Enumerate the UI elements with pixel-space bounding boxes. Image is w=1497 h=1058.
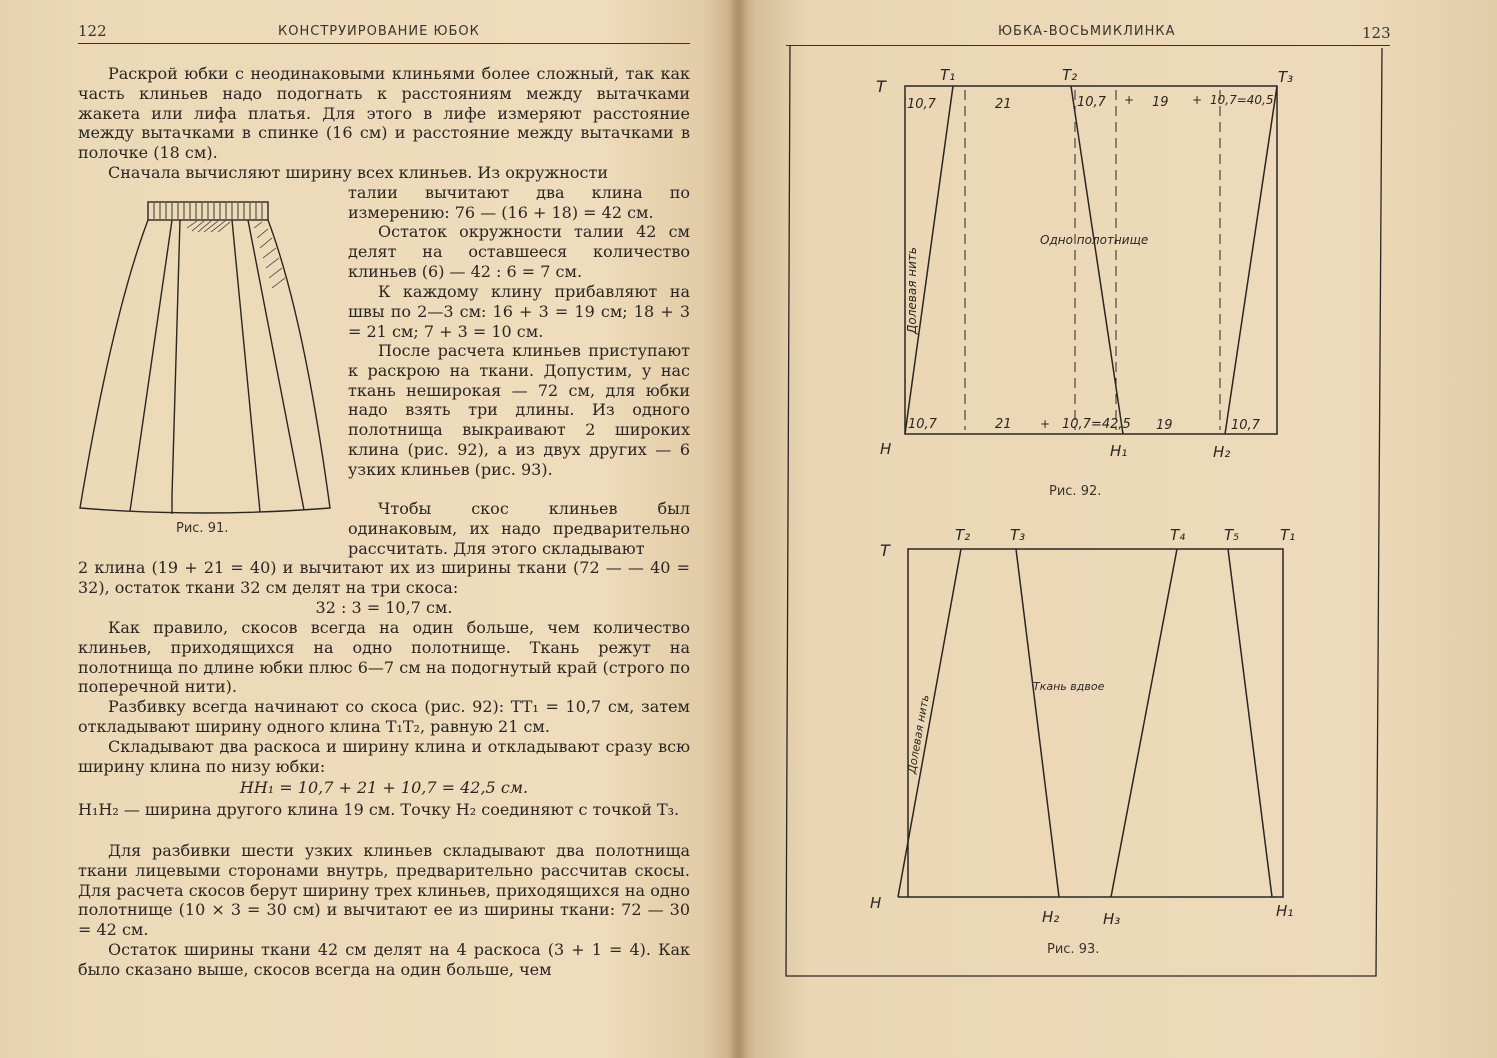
fig92-point-T2: T₂ bbox=[1062, 66, 1078, 84]
fig92-point-H1: H₁ bbox=[1110, 442, 1128, 460]
fig92-bottom-dim: 10,7=42,5 bbox=[1062, 417, 1131, 432]
waistband-gathers bbox=[154, 203, 262, 219]
fig93-point-T2: T₂ bbox=[955, 526, 971, 544]
paragraph-10: H₁H₂ — ширина другого клина 19 см. Точку H₂ соединяют с точкой T₃. bbox=[78, 800, 680, 819]
fig93-point-H: H bbox=[870, 894, 882, 912]
skirt-seam bbox=[172, 220, 180, 514]
fig92-top-dim: + bbox=[1124, 93, 1135, 107]
fig92-point-T: T bbox=[876, 77, 886, 96]
fig93-point-H2: H₂ bbox=[1042, 908, 1060, 926]
fig92-top-dim: 10,7=40,5 bbox=[1210, 93, 1274, 107]
formula-1: 32 : 3 = 10,7 см. bbox=[315, 598, 453, 617]
fig92-grain-label: Долевая нить bbox=[905, 247, 919, 334]
right-running-head: ЮБКА-ВОСЬМИКЛИНКА bbox=[998, 24, 1176, 39]
fig92-point-T1: T₁ bbox=[940, 66, 956, 84]
figure-93-caption: Рис. 93. bbox=[1047, 942, 1100, 957]
left-running-head: КОНСТРУИРОВАНИЕ ЮБОК bbox=[278, 24, 480, 39]
figure-92-caption: Рис. 92. bbox=[1049, 484, 1102, 499]
fig93-point-T3: T₃ bbox=[1010, 526, 1026, 544]
paragraph-6a: Чтобы скос клиньев был одинаковым, их надо предварительно рассчитать. Для этого складывают bbox=[348, 499, 690, 558]
figure-93 bbox=[898, 549, 1283, 897]
fig93-point-T5: T₅ bbox=[1224, 526, 1240, 544]
paragraph-12: Остаток ширины ткани 42 см делят на 4 раскоса (3 + 1 = 4). Как было сказано выше, скосов всегда на один больше, чем bbox=[78, 940, 690, 979]
skirt-seam bbox=[130, 220, 172, 511]
fig92-panel-label: Одно полотнище bbox=[1040, 233, 1149, 247]
paragraph-2-rest: талии вычитают два клина по измерению: 76 — (16 + 18) = 42 см. bbox=[348, 183, 690, 222]
skirt-seam bbox=[248, 220, 304, 510]
skirt-outline bbox=[80, 220, 330, 513]
fig93-cut-line bbox=[1016, 549, 1059, 897]
fig92-bottom-dim: 10,7 bbox=[1231, 418, 1260, 433]
fig93-cut-line bbox=[1228, 549, 1272, 897]
fig92-point-H: H bbox=[880, 440, 892, 458]
paragraph-7: Как правило, скосов всегда на один больше, чем количество клиньев, приходящихся на одно полотнище. Ткань режут на полотнища по длине юбки плюс 6—7 см на подогнутый край (строго по поперечной нити). bbox=[78, 618, 690, 697]
fig93-point-T1: T₁ bbox=[1280, 526, 1296, 544]
fig92-top-dim: 21 bbox=[995, 97, 1012, 112]
pattern-diagrams bbox=[780, 44, 1390, 984]
fig93-fabric-rect bbox=[908, 549, 1283, 897]
fig92-cut-line bbox=[1071, 86, 1123, 434]
book-spine bbox=[728, 0, 748, 1058]
fig92-top-dim: 10,7 bbox=[1077, 95, 1106, 110]
fig93-point-T4: T₄ bbox=[1170, 526, 1186, 544]
fig92-point-T3: T₃ bbox=[1278, 68, 1294, 86]
fig92-bottom-dim: 21 bbox=[995, 417, 1012, 432]
fig92-top-dim: + bbox=[1192, 93, 1203, 107]
fig92-cut-line bbox=[1225, 86, 1277, 434]
fig93-grain-label: Долевая нить bbox=[905, 693, 932, 775]
paragraph-11: Для разбивки шести узких клиньев складывают два полотнища ткани лицевыми сторонами внутрь, предварительно рассчитав скосы. Для расчета скосов берут ширину трех клиньев, приходящихся на одно полотнище (10 × 3 = 30 см) и вычитают ее из ширины ткани: 72 — 30 = 42 см. bbox=[78, 841, 690, 940]
fig92-fabric-rect bbox=[905, 86, 1277, 434]
paragraph-5: После расчета клиньев приступают к раскрою на ткани. Допустим, у нас ткань неширокая — 72 см, для юбки надо взять три длины. Из одного полотнища выкраивают 2 широких клина (рис. 92), а из двух других — 6 узких клиньев (рис. 93). bbox=[348, 341, 690, 479]
fig93-point-H1: H₁ bbox=[1276, 902, 1294, 920]
fig92-top-dim: 19 bbox=[1152, 95, 1169, 110]
left-page-number: 122 bbox=[78, 22, 107, 40]
figure-91-skirt-drawing bbox=[72, 196, 342, 516]
paragraph-6b: 2 клина (19 + 21 = 40) и вычитают их из ширины ткани (72 — — 40 = 32), остаток ткани 32 см делят на три скоса: bbox=[78, 558, 690, 597]
paragraph-3: Остаток окружности талии 42 см делят на оставшееся количество клиньев (6) — 42 : 6 = 7 см. bbox=[348, 222, 690, 281]
fig92-bottom-dim: 19 bbox=[1156, 418, 1173, 433]
figure-92 bbox=[905, 86, 1277, 434]
paragraph-9: Складывают два раскоса и ширину клина и откладывают сразу всю ширину клина по низу юбки: bbox=[78, 737, 690, 776]
paragraph-4: К каждому клину прибавляют на швы по 2—3 см: 16 + 3 = 19 см; 18 + 3 = 21 см; 7 + 3 = 10 см. bbox=[348, 282, 690, 341]
paragraph-2-first-line: Сначала вычисляют ширину всех клиньев. Из окружности bbox=[108, 163, 608, 182]
diagram-frame bbox=[786, 46, 1382, 976]
left-header-rule bbox=[78, 43, 690, 44]
fig93-point-H3: H₃ bbox=[1103, 910, 1121, 928]
fig92-point-H2: H₂ bbox=[1213, 443, 1231, 461]
formula-2: HH₁ = 10,7 + 21 + 10,7 = 42,5 см. bbox=[239, 778, 529, 797]
fig92-bottom-dim: + bbox=[1040, 417, 1051, 431]
paragraph-1: Раскрой юбки с неодинаковыми клиньями более сложный, так как часть клиньев надо подогнать к расстояниям между вытачками жакета или лифа платья. Для этого в лифе измеряют расстояние между вытачками в спинке (16 см) и расстояние между вытачками в полочке (18 см). bbox=[78, 64, 690, 163]
fig93-fold-label: Ткань вдвое bbox=[1033, 680, 1105, 693]
fig93-point-T: T bbox=[880, 541, 890, 560]
right-page-number: 123 bbox=[1362, 24, 1391, 42]
fig93-cut-line bbox=[1111, 549, 1177, 897]
fig92-bottom-dim: 10,7 bbox=[908, 417, 937, 432]
paragraph-8: Разбивку всегда начинают со скоса (рис. 92): TT₁ = 10,7 см, затем откладывают ширину одного клина T₁T₂, равную 21 см. bbox=[78, 697, 690, 736]
figure-91-caption: Рис. 91. bbox=[176, 521, 229, 536]
fig92-top-dim: 10,7 bbox=[907, 97, 936, 112]
